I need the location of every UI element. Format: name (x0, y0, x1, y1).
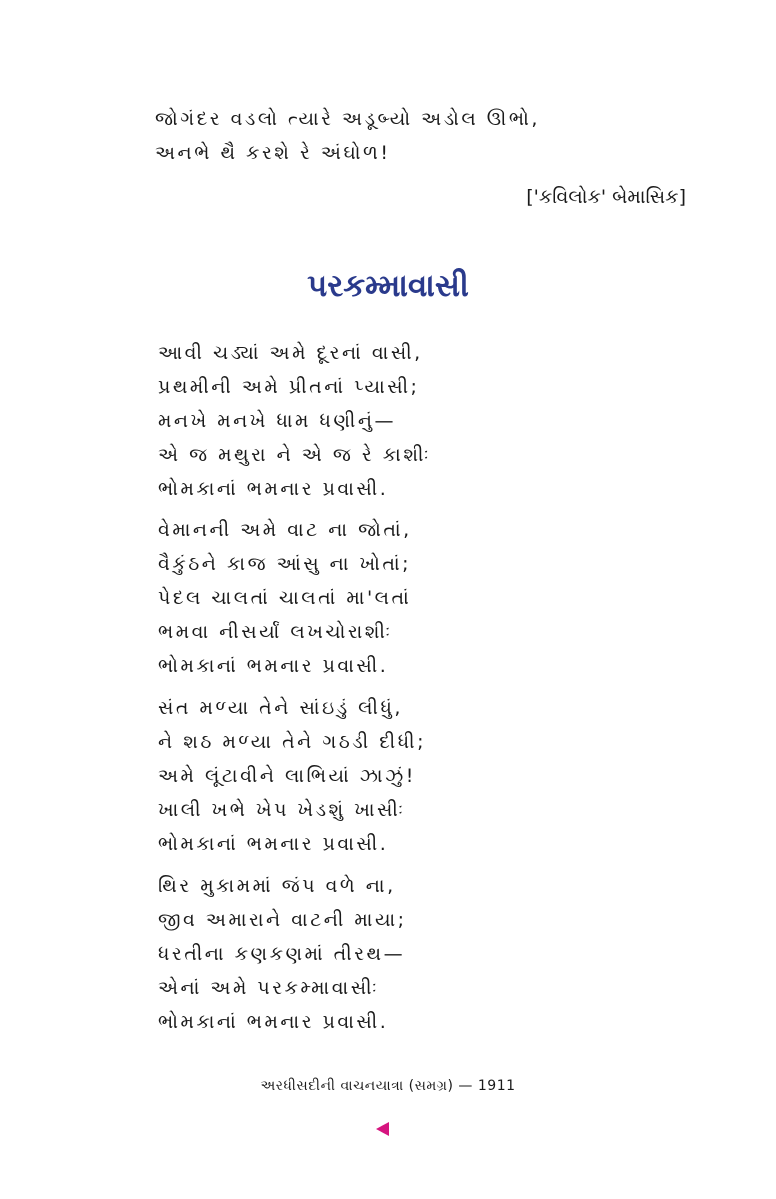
poem-line: મનખે મનખે ધામ ધણીનું— (158, 410, 397, 432)
poem-title: પરકમ્માવાસી (307, 268, 469, 304)
left-triangle-icon[interactable] (376, 1122, 389, 1136)
poem-line: જીવ અમારાને વાટની માયા; (158, 909, 407, 931)
intro-line-2: અનભે થૈ કરશે રે અંઘોળ! (155, 142, 391, 164)
poem-line: વૈકુંઠને કાજ આંસુ ના ખોતાં; (158, 553, 412, 575)
page-footer: અરધીસદીની વાચનયાત્રા (સમગ્ર) — 1911 (260, 1078, 516, 1094)
stanza-2 (158, 513, 412, 683)
poem-refrain: ભોમકાનાં ભમનાર પ્રવાસી. (158, 833, 389, 855)
poem-line: સંત મળ્યા તેને સાંઇડું લીધું, (158, 697, 403, 719)
poem-line: ભમવા નીસર્યાં લખચોરાશીઃ (158, 621, 393, 643)
poem-refrain: ભોમકાનાં ભમનાર પ્રવાસી. (158, 655, 389, 677)
poem-line: ને શઠ મળ્યા તેને ગઠડી દીધી; (158, 731, 426, 753)
stanza-1 (158, 336, 431, 506)
poem-refrain: ભોમકાનાં ભમનાર પ્રવાસી. (158, 1011, 389, 1033)
poem-line: ધરતીના કણકણમાં તીરથ— (158, 943, 406, 965)
poem-line: પ્રથમીની અમે પ્રીતનાં પ્યાસી; (158, 376, 420, 398)
poem-line: પેદલ ચાલતાં ચાલતાં મા'લતાં (158, 587, 412, 609)
stanza-3 (158, 691, 426, 861)
poem-line: અમે લૂંટાવીને લાભિયાં ઝાઝું! (158, 765, 416, 787)
poem-line: એનાં અમે પરકમ્માવાસીઃ (158, 977, 380, 999)
intro-line-1: જોગંદર વડલો ત્યારે અડૂબ્યો અડોલ ઊભો, (155, 108, 540, 130)
poem-line: થિર મુકામમાં જંપ વળે ના, (158, 875, 396, 897)
poem-line: વેમાનની અમે વાટ ના જોતાં, (158, 519, 412, 541)
stanza-4 (158, 869, 407, 1039)
poem-refrain: ભોમકાનાં ભમનાર પ્રવાસી. (158, 478, 389, 500)
poem-line: એ જ મથુરા ને એ જ રે કાશીઃ (158, 444, 432, 466)
poem-line: ખાલી ખભે ખેપ ખેડશું ખાસીઃ (158, 799, 406, 821)
source-citation: ['કવિલોક' બેમાસિક] (526, 186, 686, 208)
poem-line: આવી ચડ્યાં અમે દૂરનાં વાસી, (158, 342, 423, 364)
